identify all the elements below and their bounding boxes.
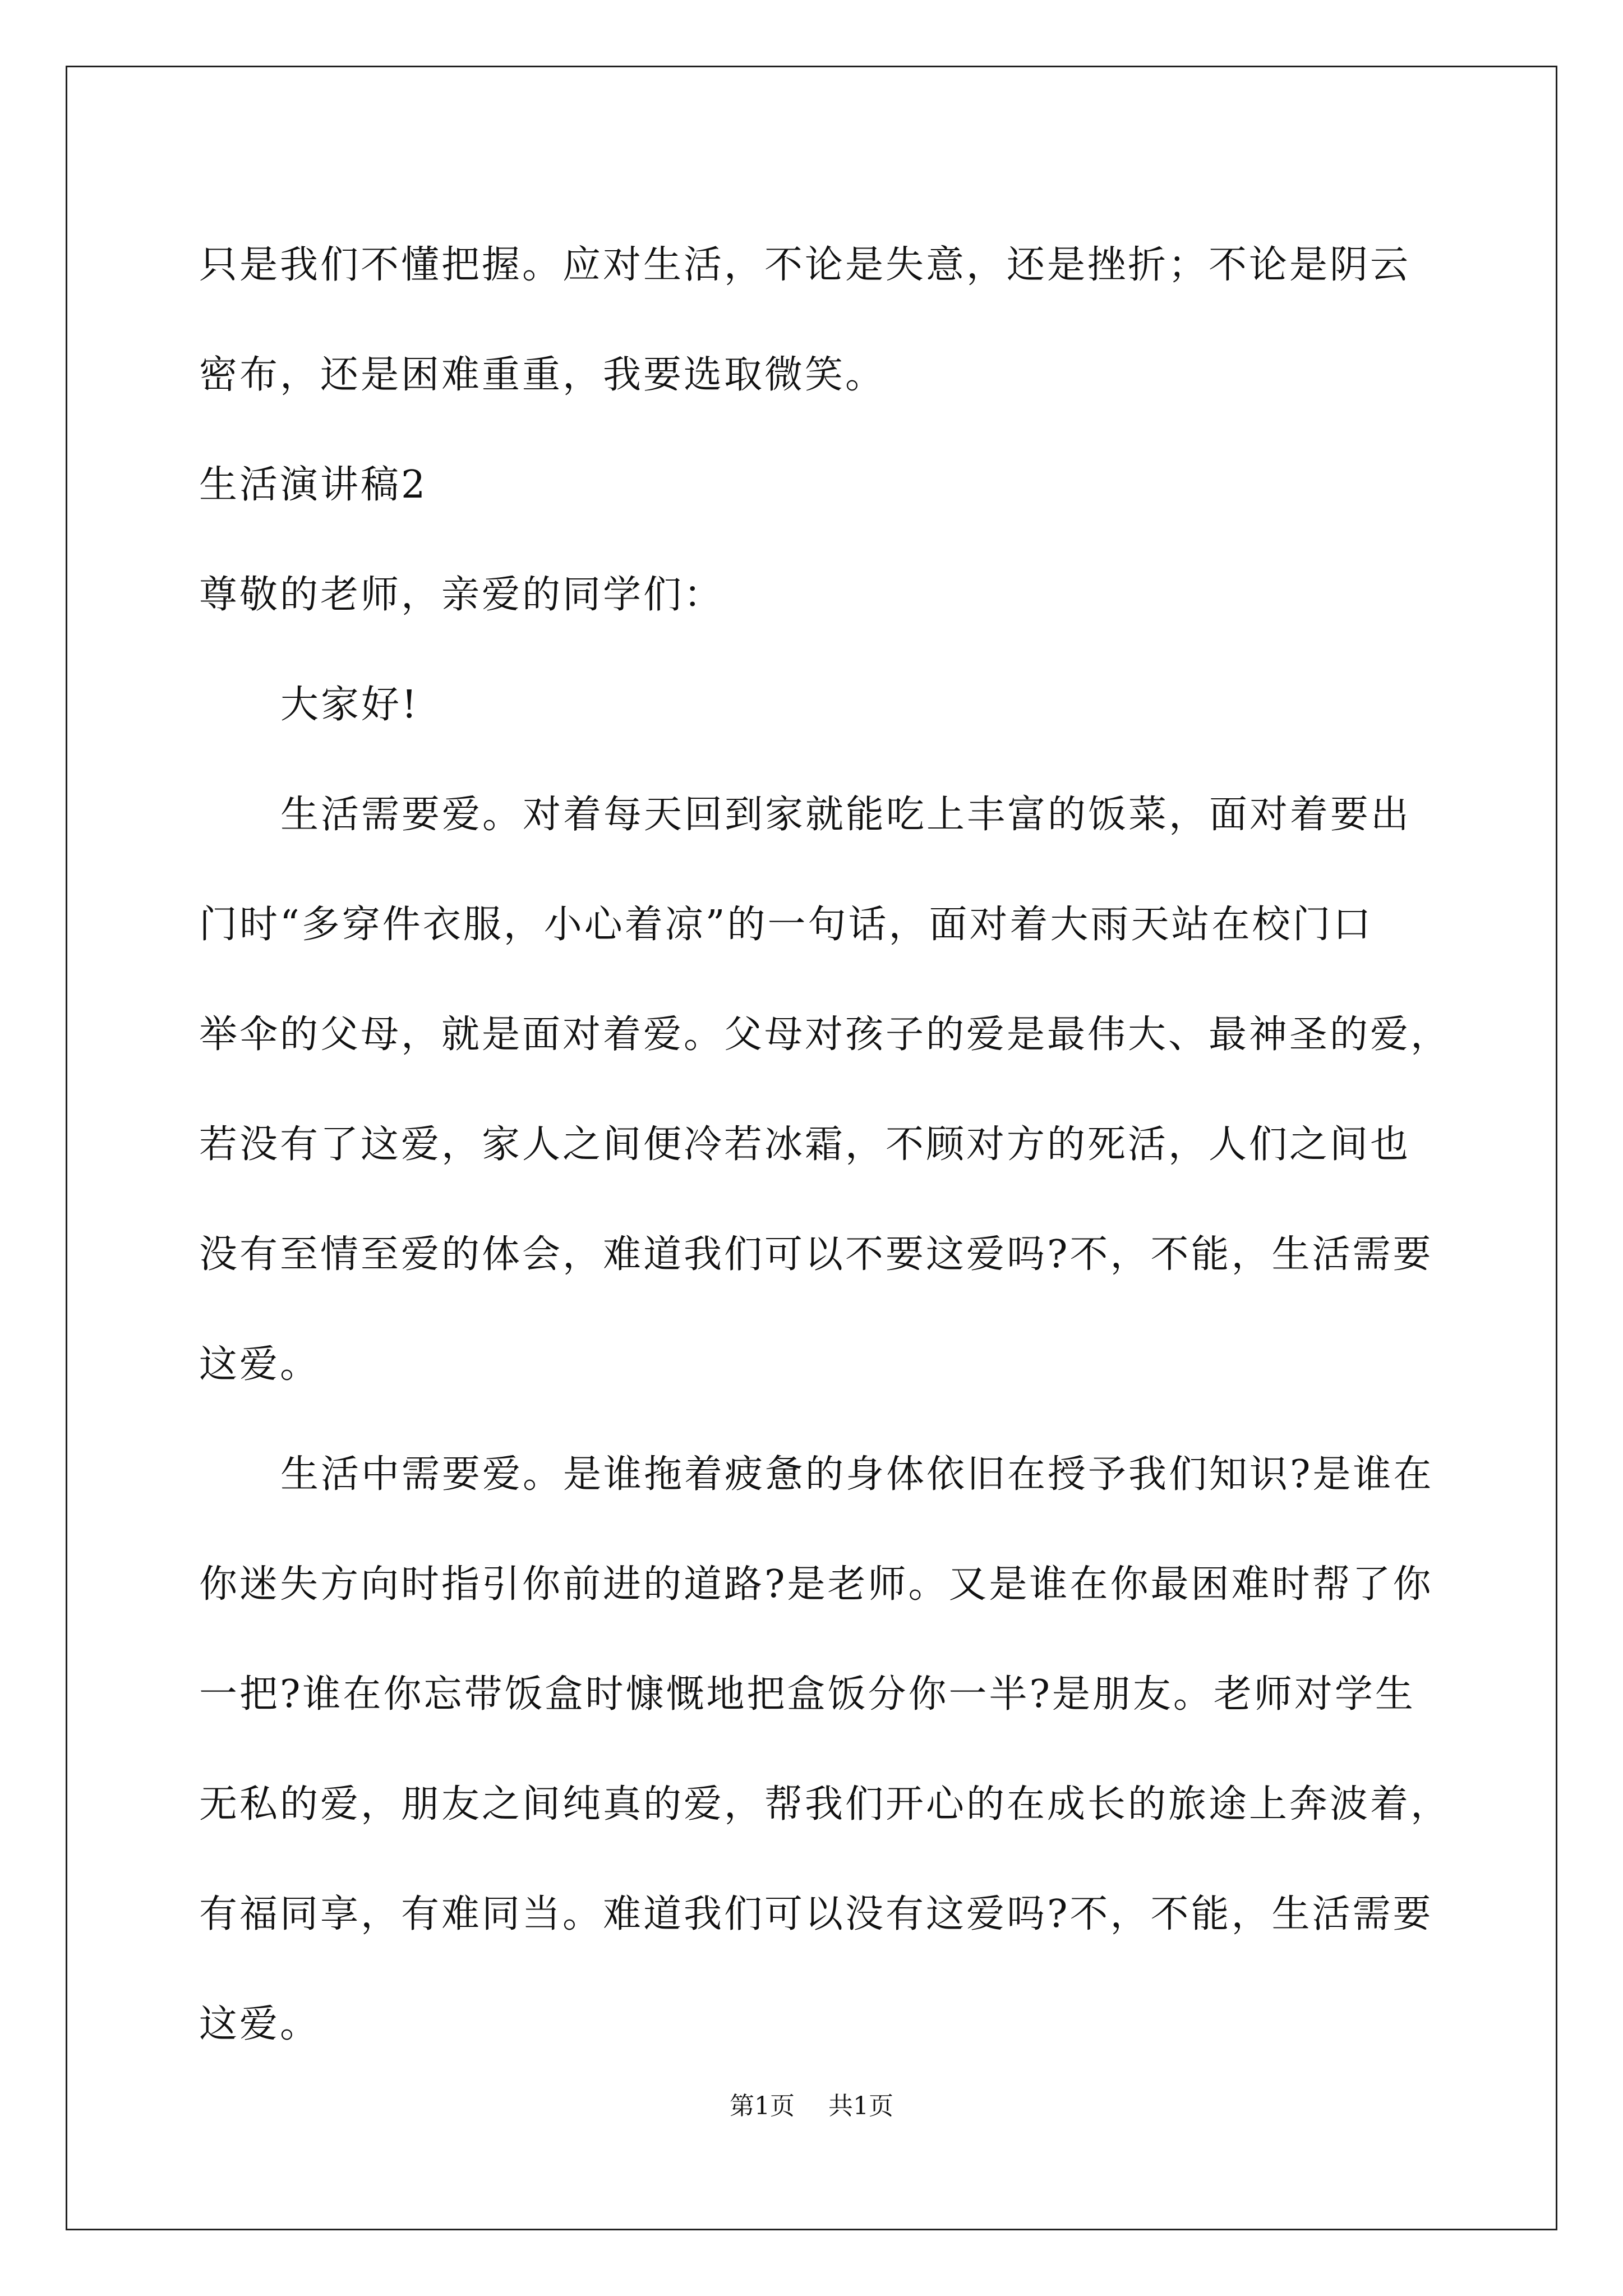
paragraph-line: 你迷失方向时指引你前进的道路?是老师。又是谁在你最困难时帮了你: [199, 1562, 1433, 1607]
paragraph-line: 无私的爱，朋友之间纯真的爱，帮我们开心的在成长的旅途上奔波着，: [199, 1782, 1451, 1826]
paragraph-line: 密布，还是困难重重，我要选取微笑。: [199, 353, 886, 397]
paragraph-line: 一把?谁在你忘带饭盒时慷慨地把盒饭分你一半?是朋友。老师对学生: [199, 1672, 1415, 1717]
page-number: 第1页: [730, 2092, 795, 2120]
paragraph-line: 这爱。: [199, 1342, 321, 1387]
page-footer: [0, 2090, 1623, 2123]
paragraph-line: 有福同享，有难同当。难道我们可以没有这爱吗?不，不能，生活需要: [199, 1892, 1433, 1936]
paragraph-line: 举伞的父母，就是面对着爱。父母对孩子的爱是最伟大、最神圣的爱，: [199, 1013, 1451, 1057]
paragraph-line: 生活中需要爱。是谁拖着疲惫的身体依旧在授予我们知识?是谁在: [280, 1452, 1434, 1497]
paragraph-line: 没有至情至爱的体会，难道我们可以不要这爱吗?不，不能，生活需要: [199, 1232, 1433, 1277]
paragraph-line: 生活需要爱。对着每天回到家就能吃上丰富的饭菜，面对着要出: [280, 793, 1412, 837]
paragraph-line: 若没有了这爱，家人之间便冷若冰霜，不顾对方的死活，人们之间也: [199, 1122, 1411, 1167]
salutation: 尊敬的老师，亲爱的同学们：: [199, 573, 725, 617]
page-total: 共1页: [828, 2092, 893, 2120]
section-title: 生活演讲稿2: [199, 463, 428, 507]
paragraph-line: 这爱。: [199, 2002, 321, 2046]
document-body: [199, 210, 1451, 2079]
paragraph-line: 只是我们不懂把握。应对生活，不论是失意，还是挫折；不论是阴云: [199, 243, 1411, 287]
paragraph-line: 门时“多穿件衣服，小心着凉”的一句话，面对着大雨天站在校门口: [199, 903, 1373, 947]
greeting: 大家好!: [280, 683, 419, 727]
